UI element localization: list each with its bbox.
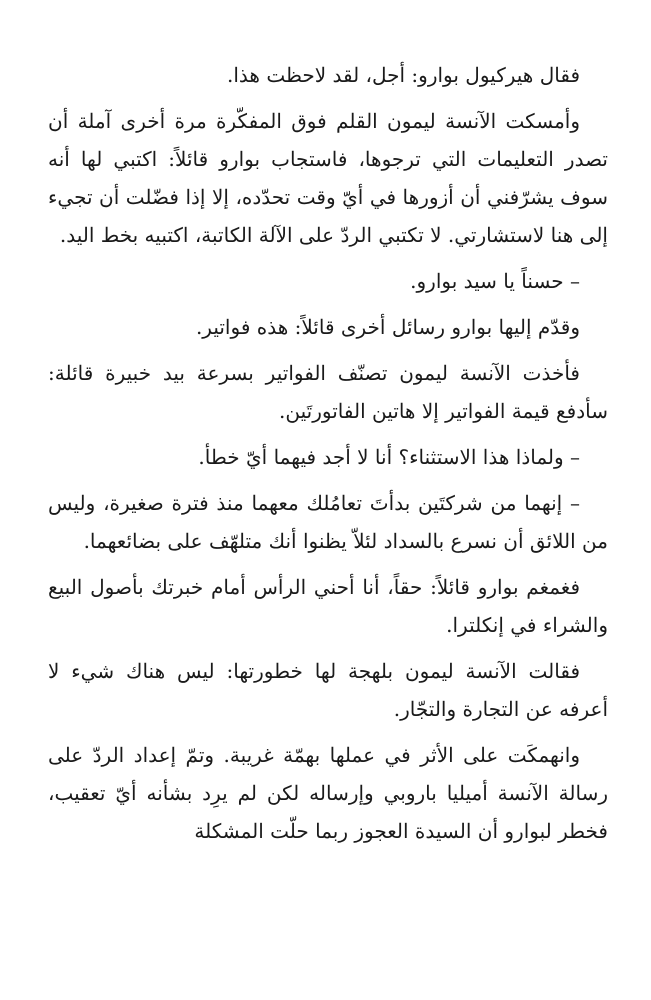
paragraph-miss-lemon-trade: فقالت الآنسة ليمون بلهجة لها خطورتها: ليس هناك شيء لا أعرفه عن التجارة والتجّار.: [48, 659, 608, 721]
paragraph-two-companies: – إنهما من شركتَين بدأتَ تعامُلك معهما منذ فترة صغيرة، وليس من اللائق أن نسرع بالسداد لئلاّ يظنوا أنك متلهّف على بضائعهما.: [48, 491, 608, 553]
paragraph-sorting-invoices: فأخذت الآنسة ليمون تصنّف الفواتير بسرعة بيد خبيرة قائلة: سأدفع قيمة الفواتير إلا هاتين الفاتورتَين.: [48, 361, 608, 423]
paragraph-invoices: وقدّم إليها بوارو رسائل أخرى قائلاً: هذه فواتير.: [195, 315, 580, 339]
book-page: [48, 56, 608, 858]
paragraph-why-exception: – ولماذا هذا الاستثناء؟ أنا لا أجد فيهما أيّ خطأ.: [198, 445, 580, 469]
paragraph-very-well: – حسناً يا سيد بوارو.: [410, 269, 580, 293]
paragraph-poirot-murmured: فغمغم بوارو قائلاً: حقاً، أنا أحني الرأس أمام خبرتك بأصول البيع والشراء في إنكلترا.: [48, 575, 608, 637]
paragraph-poirot-noticed: فقال هيركيول بوارو: أجل، لقد لاحظت هذا.: [227, 63, 580, 87]
paragraph-reply-instructions: وأمسكت الآنسة ليمون القلم فوق المفكّرة مرة أخرى آملة أن تصدر التعليمات التي ترجوها، فاستجاب بوارو قائلاً: اكتبي لها أنه سوف يشرّفني أن أزورها في أيّ وقت تحدّده، إلا إذا فضّلت أن تجيء إلى هنا لاستشارتي. لا تكتبي الردّ على الآلة الكاتبة، اكتبيه بخط اليد.: [48, 109, 608, 247]
paragraph-reply-sent: وانهمكَت على الأثر في عملها بهمّة غريبة. وتمّ إعداد الردّ على رسالة الآنسة أميليا باروبي وإرساله لكن لم يرِد بشأنه أيّ تعقيب، فخطر لبوارو أن السيدة العجوز ربما حلّت المشكلة: [48, 743, 608, 843]
